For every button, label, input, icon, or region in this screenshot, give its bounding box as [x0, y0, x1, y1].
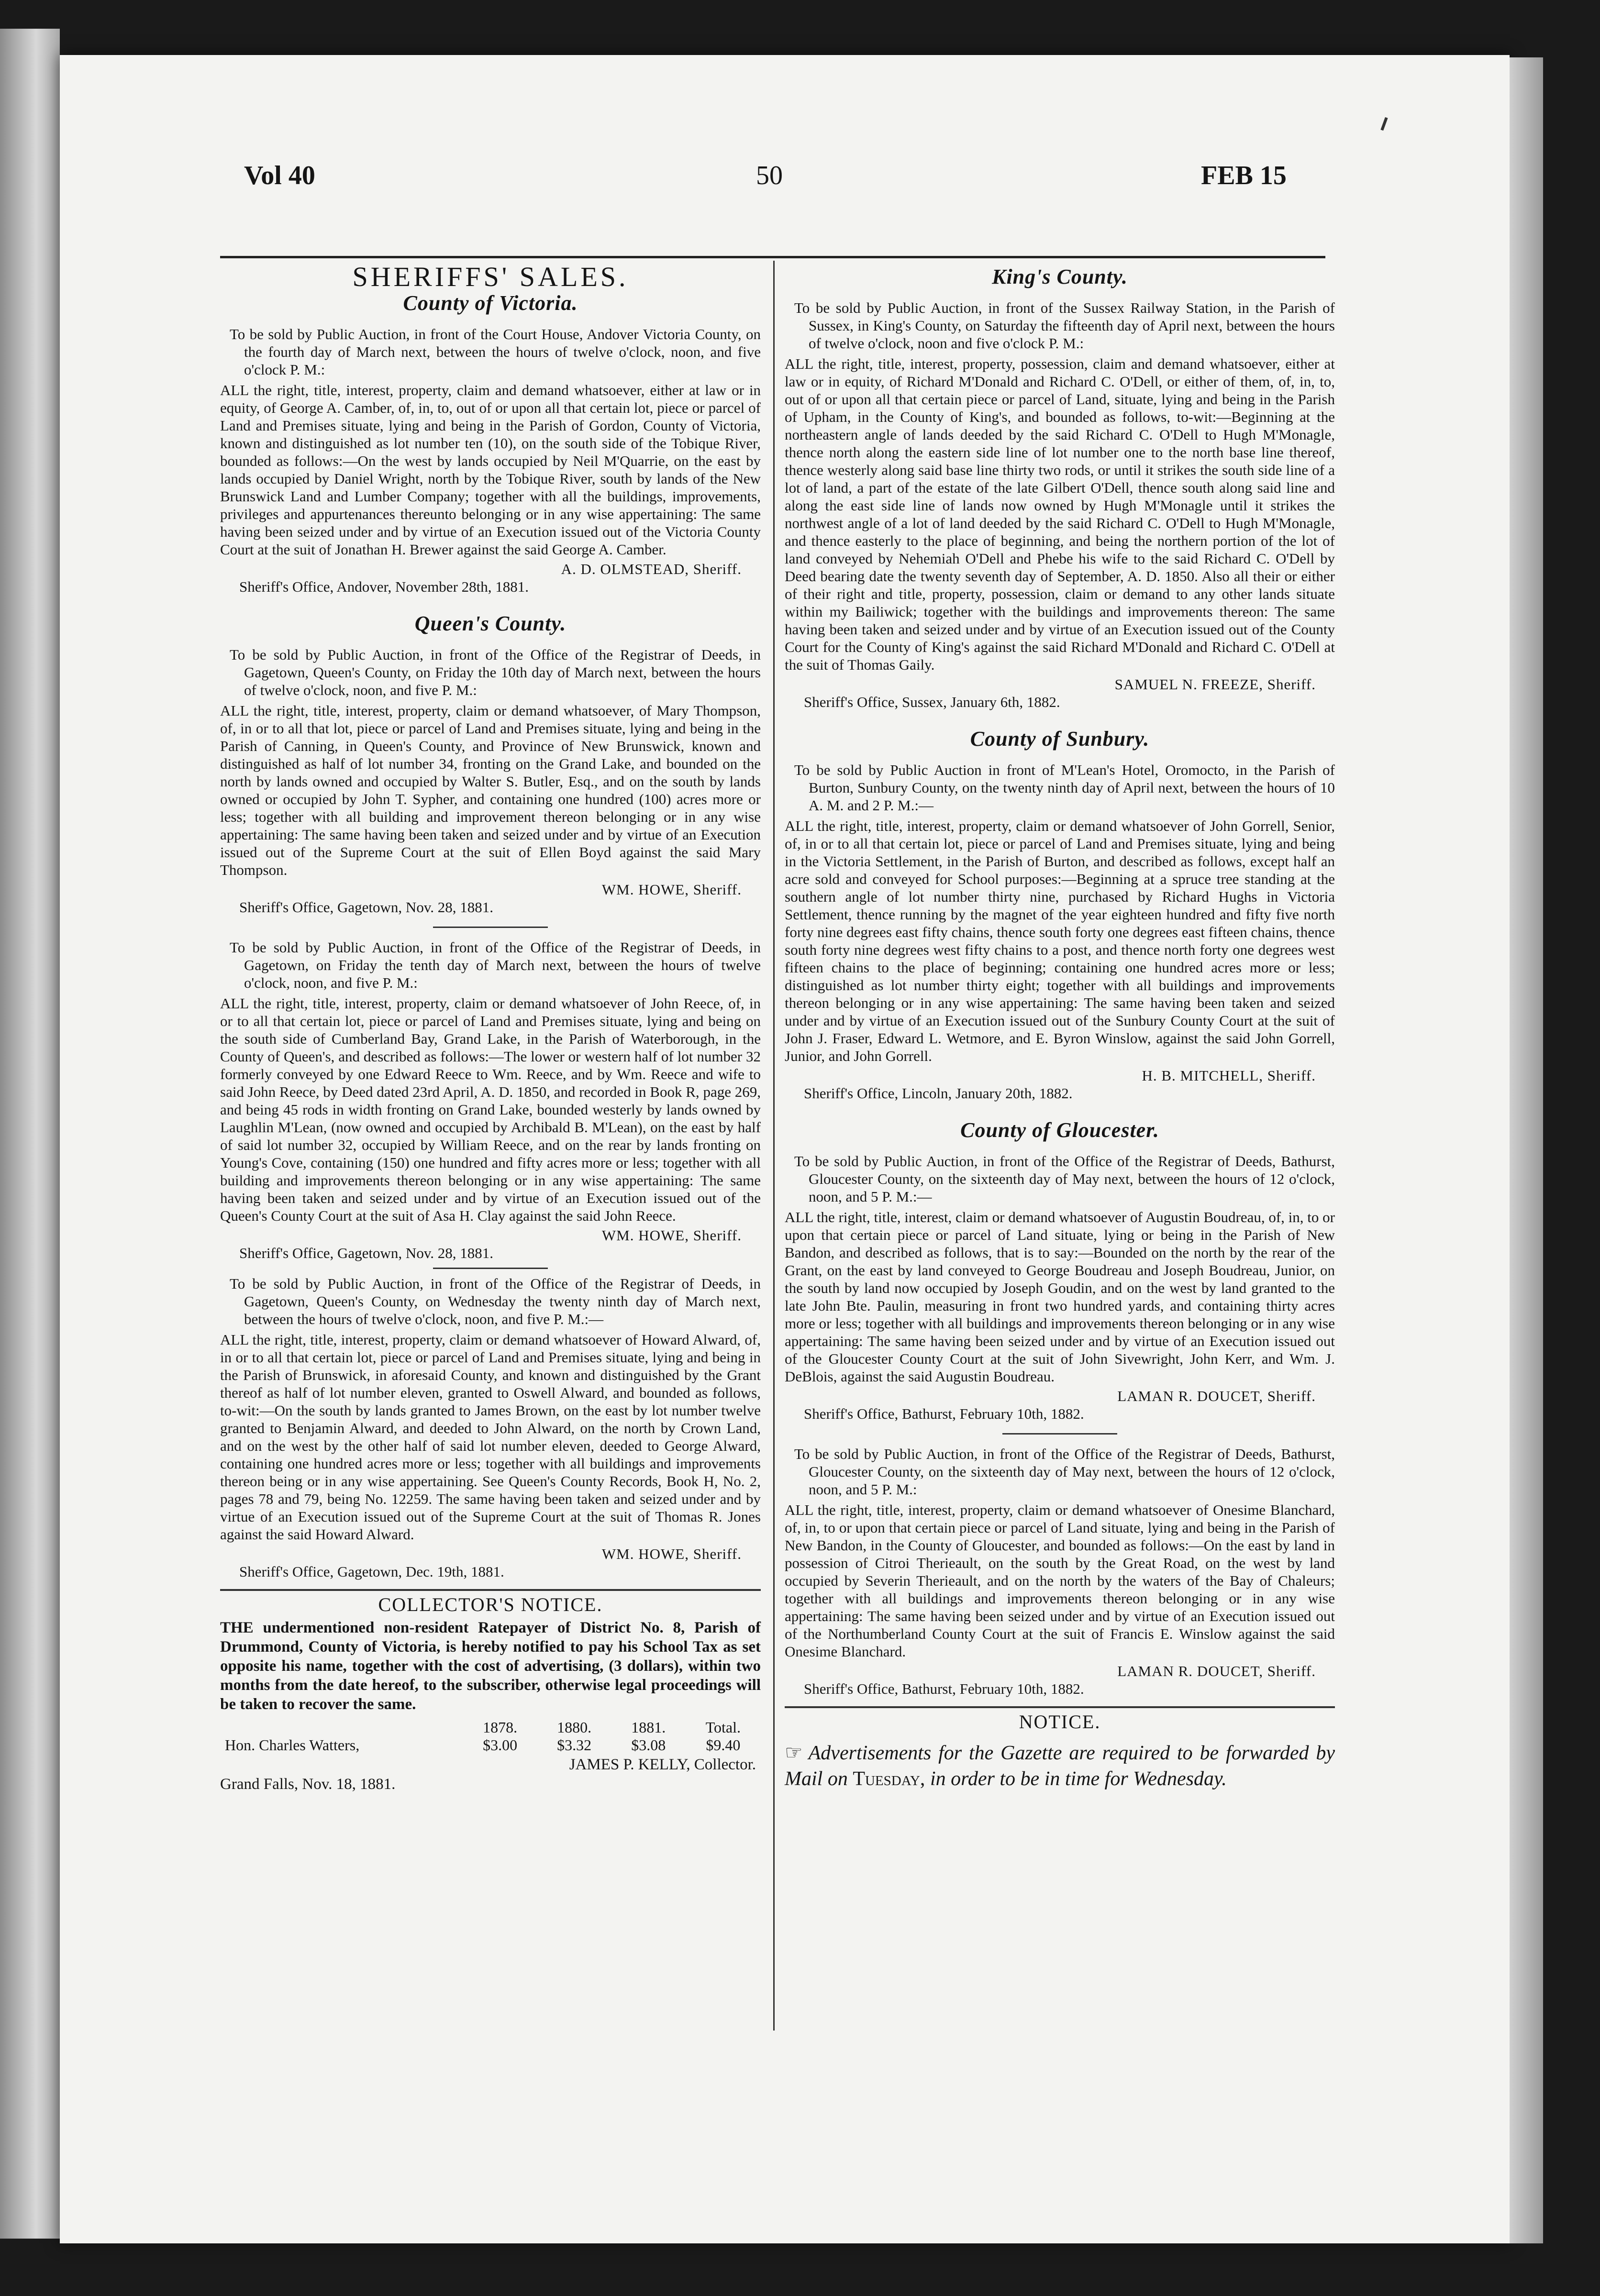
sale-body: ALL the right, title, interest, property, claim or demand whatsoever of Onesime Blanchard, of, in, to or upon that certain piece or parcel of Land situate, lying and being in the Parish of New Bandon, in the County of Gloucester, and bounded as follows:—On the east by land in possession of Citroi Therieault, on the south by the Great Road, on the west by land occupied by Severin Therieault, and on the north by the waters of the Bay of Chaleurs; together with all buildings and improvements thereon belonging or in any wise appertaining: The same having been seized under and by virtue of an Execution issued out of the Northumberland County Court at the suit of Francis E. Winslow against the said Onesime Blanchard. [785, 1501, 1335, 1660]
sale-intro: To be sold by Public Auction, in front of the Office of the Registrar of Deeds, in Gagetown, Queen's County, on Friday the 10th day of March next, between the hours of twelve o'clock, noon, and five P. M.: [230, 646, 761, 698]
sheriff-signature: WM. HOWE, Sheriff. [601, 881, 742, 898]
sheriff-signature: LAMAN R. DOUCET, Sheriff. [1117, 1388, 1316, 1404]
notice-day: Tuesday, [853, 1768, 925, 1790]
sheriff-office-dateline: Sheriff's Office, Sussex, January 6th, 1882. [804, 694, 1060, 710]
sheriff-office-dateline: Sheriff's Office, Lincoln, January 20th, 1882. [804, 1085, 1073, 1102]
sheriff-office-dateline: Sheriff's Office, Bathurst, February 10th, 1882. [804, 1405, 1084, 1422]
tax-amount: $3.00 [483, 1736, 518, 1754]
sale-intro: To be sold by Public Auction, in front of the Office of the Registrar of Deeds, in Gagetown, on Friday the tenth day of March next, between the hours of twelve o'clock, noon, and five P. M.: [230, 939, 761, 991]
sheriff-signature: LAMAN R. DOUCET, Sheriff. [1117, 1663, 1316, 1679]
pointing-hand-icon: ☞ [785, 1742, 803, 1764]
sale-intro: To be sold by Public Auction, in front of the Office of the Registrar of Deeds, in Gagetown, Queen's County, on Wednesday the twenty ninth day of March next, between the hours of twelve o'clock, noon, and five P. M.:— [230, 1275, 761, 1327]
section-rule [433, 1268, 548, 1269]
notice-victoria [220, 291, 761, 596]
sale-intro: To be sold by Public Auction, in front of the Office of the Registrar of Deeds, Bathurst, Gloucester County, on the sixteenth day of May next, between the hours of 12 o'clock, noon, and 5 P. M.:— [794, 1153, 1335, 1205]
collector-signature: JAMES P. KELLY, Collector. [569, 1756, 756, 1773]
section-rule [433, 927, 548, 928]
notice-sunbury [785, 727, 1335, 1102]
sheriff-office-dateline: Sheriff's Office, Gagetown, Dec. 19th, 1881. [239, 1563, 504, 1580]
sheriff-office-dateline: Sheriff's Office, Gagetown, Nov. 28, 1881. [239, 899, 494, 916]
sale-body: ALL the right, title, interest, claim or demand whatsoever of Augustin Boudreau, of, in, to or upon that certain piece or parcel of Land situate, lying or being in the Parish of New Bandon, and described as follows, that is to say:—Bounded on the north by the rear of the Grant, on the east by land conveyed to George Boudreau and Joseph Boudreau, Junior, on the south by land now occupied by Joseph Goudin, and on the west by land granted to the late John Bte. Paulin, measuring in front two hundred yards, and containing thirty acres more or less; together with all buildings and improvements thereon belonging or in any wise appertaining: The same having been seized under and by virtue of an Execution issued out of the Gloucester County Court at the suit of John Sivewright, John Kerr, and Wm. J. DeBlois, against the said Augustin Boudreau. [785, 1209, 1335, 1385]
notice-gloucester-2 [785, 1445, 1335, 1698]
tax-column-header: 1880. [557, 1719, 592, 1736]
notice-queens-3 [220, 1275, 761, 1580]
notice-text-part1: Advertisements for the Gazette are required to be forwarded by Mail on [785, 1742, 1335, 1790]
facing-page-edge [0, 29, 60, 2239]
issue-date: FEB 15 [1201, 161, 1287, 190]
notice-gloucester-1 [785, 1118, 1335, 1423]
page-stack-edge [1510, 57, 1543, 2243]
collector-heading: COLLECTOR'S NOTICE. [378, 1594, 603, 1615]
county-heading: Queen's County. [414, 612, 567, 635]
sheriff-signature: WM. HOWE, Sheriff. [601, 1227, 742, 1244]
county-heading: County of Gloucester. [960, 1118, 1159, 1142]
sale-body: ALL the right, title, interest, property, claim or demand whatsoever of John Gorrell, Senior, of, in or to all that certain lot, piece or parcel of Land and Premises situate, lying and being in the Victoria Settlement, in the Parish of Burton, and described as follows, except half an acre sold and conveyed for School purposes:—Beginning at a spruce tree standing at the southern angle of lot number thirty nine, purchased by Richard Hughs in Victoria Settlement, thence running by the magnet of the year eighteen hundred and fifty five north forty nine degrees east fifty chains, thence south forty one degrees east fifteen chains, thence south forty nine degrees west fifty chains to a post, and thence north forty one degrees west fifteen chains to the place of beginning; containing one hundred acres more or less; distinguished as lot number thirty eight; together with all buildings and improvements thereon belonging or in any wise appertaining: The same having been taken and seized under and by virtue of an Execution issued out of the Sunbury County Court at the suit of John J. Fraser, Edward L. Wetmore, and E. Byron Winslow, against the said John Gorrell, Junior, and John Gorrell. [785, 817, 1335, 1064]
header-rule [220, 256, 1325, 258]
volume-label: Vol 40 [244, 161, 315, 190]
column-divider [773, 261, 775, 2031]
county-heading: County of Sunbury. [970, 727, 1150, 751]
sale-intro: To be sold by Public Auction, in front of the Court House, Andover Victoria County, on the fourth day of March next, between the hours of twelve o'clock, noon, and five o'clock P. M.: [230, 326, 761, 378]
county-heading: County of Victoria. [403, 291, 578, 315]
left-column [220, 261, 761, 1793]
notice-heading: NOTICE. [1019, 1711, 1101, 1733]
sheriff-office-dateline: Sheriff's Office, Bathurst, February 10th, 1882. [804, 1680, 1084, 1697]
collector-dateline: Grand Falls, Nov. 18, 1881. [220, 1776, 396, 1793]
sale-body: ALL the right, title, interest, property, claim or demand whatsoever of Howard Alward, of, in or to all that certain lot, piece or parcel of Land and Premises situate, lying and being in the Parish of Brunswick, in aforesaid County, and known and distinguished by the Grant thereof as half of lot number eleven, granted to Oswell Alward, and bounded as follows, to-wit:—On the south by lands granted to James Brown, on the east by lot number twelve granted to Benjamin Alward, and deeded to John Alward, on the north by Crown Land, and on the west by the other half of said lot number eleven, deeded to George Alward, containing one hundred acres more or less; together with all buildings and improvements thereon being or in any wise appertaining. See Queen's County Records, Book H, No. 2, pages 78 and 79, being No. 12259. The same having been taken and seized under and by virtue of an Execution issued out of the Supreme Court at the suit of Thomas R. Jones against the said Howard Alward. [220, 1331, 761, 1543]
sale-intro: To be sold by Public Auction, in front of the Sussex Railway Station, in the Parish of Sussex, in King's County, on Saturday the fifteenth day of April next, between the hours of twelve o'clock, noon and five o'clock P. M.: [794, 299, 1335, 352]
tax-header-row [220, 1719, 761, 1736]
section-rule [220, 1589, 761, 1591]
tax-amount: $3.08 [631, 1736, 666, 1754]
page-title: SHERIFFS' SALES. [352, 261, 629, 292]
section-rule [785, 1706, 1335, 1708]
notice-text [785, 1740, 1335, 1792]
collectors-notice [220, 1596, 761, 1793]
tax-column-header: 1878. [483, 1719, 518, 1736]
gazette-notice [785, 1713, 1335, 1792]
sale-body: ALL the right, title, interest, property, claim or demand whatsoever, of Mary Thompson, of, in or to all that lot, piece or parcel of Land and Premises situate, lying and being in the Parish of Canning, in Queen's County, and Province of New Brunswick, known and distinguished as half of lot number 34, fronting on the Grand Lake, and bounded on the north by lands owned and occupied by Walter S. Butler, Esq., and on the south by lands owned or occupied by John T. Sypher, and containing one hundred (100) acres more or less; together with all building and improvement thereon belonging or in any wise appertaining: The same having been taken and seized under and by virtue of an Execution issued out of the Supreme Court at the suit of Ellen Boyd against the said Mary Thompson. [220, 702, 761, 878]
sale-body: ALL the right, title, interest, property, claim or demand whatsoever of John Reece, of, in or to all that certain lot, piece or parcel of Land and Premises situate, lying and being on the south side of Cumberland Bay, Grand Lake, in the Parish of Waterborough, in the County of Queen's, and described as follows:—The lower or western half of lot number 32 formerly conveyed by one Edward Reece to Wm. Reece, and by Wm. Reece and wife to said John Reece, by Deed dated 23rd April, A. D. 1850, and recorded in Book R, page 269, and being 45 rods in width fronting on Grand Lake, bounded westerly by lands owned by Laughlin M'Lean, (now owned and occupied by Archibald B. M'Lean), on the east by half of said lot number 32, occupied by William Reece, and on the rear by lands fronting on Young's Cove, containing (150) one hundred and fifty acres more or less; together with all building and improvements thereon belonging or in any wise appertaining: The same having been taken and seized under and by virtue of an Execution issued out of the Queen's County Court at the suit of Asa H. Clay against the said John Reece. [220, 995, 761, 1224]
sale-intro: To be sold by Public Auction in front of M'Lean's Hotel, Oromocto, in the Parish of Burton, Sunbury County, on the twenty ninth day of April next, between the hours of 10 A. M. and 2 P. M.:— [794, 762, 1335, 814]
right-column [785, 265, 1335, 1792]
sale-body: ALL the right, title, interest, property, possession, claim and demand whatsoever, either at law or in equity, of Richard M'Donald and Richard C. O'Dell, or either of them, of, in, to, out of or upon all that certain piece or parcel of Land, situate, lying and being in the Parish of Upham, in the County of King's, and bounded as follows, to-wit:—Beginning at the northeastern angle of lands deeded by the said Richard C. O'Dell to Hugh M'Monagle, thence north along the eastern side line of lot number one to the north base line thereof, thence westerly along said base line thirty two rods, or until it strikes the south side line of a lot of land, a part of the estate of the late Gilbert O'Dell, thence south along said line and along the east side line of lands now owned by Hugh M'Monagle until it strikes the northwest angle of a lot of land deeded by the said Richard C. O'Dell to Hugh M'Monagle, and thence easterly to the place of beginning, and being the northern portion of the lot of land conveyed by Nehemiah O'Dell and Phebe his wife to the said Richard C. O'Dell by Deed bearing date the twenty seventh day of September, A. D. 1850. Also all their or either of their right and title, property, possession, claim or demand to any other lands situate within my Bailiwick; together with the buildings and improvements thereon: The same having been taken and seized under and by virtue of an Execution issued out of the County Court for the County of King's against the said Richard M'Donald and Richard C. O'Dell at the suit of Thomas Gaily. [785, 355, 1335, 673]
sale-intro: To be sold by Public Auction, in front of the Office of the Registrar of Deeds, Bathurst, Gloucester County, on the sixteenth day of May next, between the hours of 12 o'clock, noon, and 5 P. M.: [794, 1446, 1335, 1498]
sheriff-office-dateline: Sheriff's Office, Andover, November 28th, 1881. [239, 578, 529, 595]
tax-table [220, 1719, 761, 1754]
sheriff-office-dateline: Sheriff's Office, Gagetown, Nov. 28, 1881. [239, 1245, 494, 1261]
notice-kings [785, 265, 1335, 711]
tax-total: $9.40 [706, 1736, 741, 1754]
page-number: 50 [756, 161, 783, 190]
sheriff-signature: A. D. OLMSTEAD, Sheriff. [561, 561, 742, 577]
collector-text: THE undermentioned non-resident Ratepayer of District No. 8, Parish of Drummond, County of Victoria, is hereby notified to pay his School Tax as set opposite his name, together with the cost of advertising, (3 dollars), within two months from the date hereof, to the subscriber, otherwise legal proceedings will be taken to recover the same. [220, 1619, 761, 1713]
sheriff-signature: WM. HOWE, Sheriff. [601, 1545, 742, 1562]
sale-body: ALL the right, title, interest, property, claim and demand whatsoever, either at law or in equity, of George A. Camber, of, in, to, out of or upon all that certain lot, piece or parcel of Land and Premises situate, lying and being in the Parish of Gordon, County of Victoria, known and distinguished as lot number ten (10), on the south side of the Tobique River, bounded as follows:—On the west by lands occupied by Neil M'Quarrie, on the east by lands occupied by Daniel Wright, north by the Tobique River, south by lands of the New Brunswick Land and Lumber Company; together with all the buildings, improvements, privileges and appurtenances thereunto belonging or in any wise appertaining: The same having been seized under and by virtue of an Execution issued out of the Victoria County Court at the suit of Jonathan H. Brewer against the said George A. Camber. [220, 382, 761, 558]
notice-text-part2: in order to be in time for Wednesday. [930, 1768, 1227, 1790]
notice-queens-2 [220, 938, 761, 1262]
tax-column-header: Total. [705, 1719, 741, 1736]
tax-row [220, 1736, 761, 1754]
sheriff-signature: H. B. MITCHELL, Sheriff. [1142, 1067, 1316, 1084]
tax-column-header: 1881. [631, 1719, 666, 1736]
sheriff-signature: SAMUEL N. FREEZE, Sheriff. [1114, 676, 1316, 693]
tax-amount: $3.32 [557, 1736, 592, 1754]
section-rule [1002, 1433, 1117, 1435]
notice-queens-1 [220, 612, 761, 916]
county-heading: King's County. [992, 265, 1128, 288]
ratepayer-name: Hon. Charles Watters, [225, 1736, 360, 1754]
